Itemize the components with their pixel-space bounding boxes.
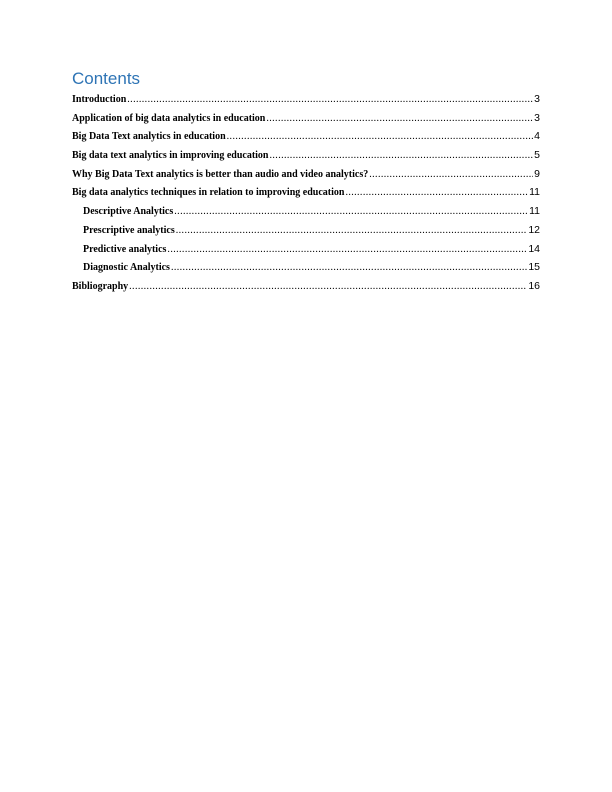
toc-entry-title: Descriptive Analytics (83, 206, 174, 218)
toc-entry-bibliography[interactable] (72, 277, 540, 296)
toc-entry-title: Introduction (72, 94, 127, 105)
toc-entry-predictive-analytics[interactable] (72, 240, 540, 259)
toc-dot-leader (345, 184, 528, 203)
toc-page-number: 4 (534, 130, 540, 143)
toc-entry-introduction[interactable] (72, 90, 540, 109)
toc-dot-leader (167, 241, 527, 260)
toc-page-number: 5 (534, 149, 540, 162)
toc-page-number: 15 (528, 261, 540, 274)
toc-entry-title: Application of big data analytics in education (72, 112, 266, 124)
toc-page-number: 3 (534, 111, 540, 124)
toc-page-number: 14 (528, 242, 540, 255)
toc-entry-title: Predictive analytics (83, 243, 167, 255)
toc-dot-leader (127, 91, 533, 110)
toc-entry-application-of-big-data[interactable] (72, 109, 540, 128)
toc-entry-improving-education[interactable] (72, 146, 540, 165)
toc-dot-leader (266, 110, 533, 129)
toc-page-number: 11 (529, 186, 540, 199)
toc-dot-leader (227, 128, 534, 147)
toc-dot-leader (369, 166, 533, 185)
toc-entry-title: Big data text analytics in improving education (72, 150, 269, 162)
toc-dot-leader (176, 222, 528, 241)
toc-entry-title: Bibliography (72, 280, 129, 292)
toc-entry-descriptive-analytics[interactable] (72, 202, 540, 221)
toc-page-number: 16 (528, 279, 540, 292)
toc-page-number: 9 (534, 167, 540, 180)
toc-page-number: 11 (529, 205, 540, 218)
toc-entry-text-vs-audio-video[interactable] (72, 165, 540, 184)
toc-entry-title: Diagnostic Analytics (83, 262, 170, 274)
toc-entry-diagnostic-analytics[interactable] (72, 258, 540, 277)
toc-entry-big-data-text-analytics[interactable] (72, 127, 540, 146)
table-of-contents (72, 90, 540, 296)
toc-page-number: 3 (534, 93, 540, 105)
toc-entry-title: Big data analytics techniques in relation to improving education (72, 187, 345, 199)
toc-heading: Contents (72, 69, 141, 88)
toc-dot-leader (129, 278, 527, 297)
toc-entry-title: Why Big Data Text analytics is better than audio and video analytics? (72, 168, 369, 180)
toc-entry-prescriptive-analytics[interactable] (72, 221, 540, 240)
toc-page-number: 12 (528, 223, 540, 236)
toc-entry-title: Prescriptive analytics (83, 224, 175, 236)
toc-dot-leader (270, 147, 534, 166)
toc-entry-title: Big Data Text analytics in education (72, 131, 226, 143)
toc-dot-leader (171, 259, 527, 278)
toc-dot-leader (174, 203, 528, 222)
toc-entry-analytics-techniques[interactable] (72, 183, 540, 202)
